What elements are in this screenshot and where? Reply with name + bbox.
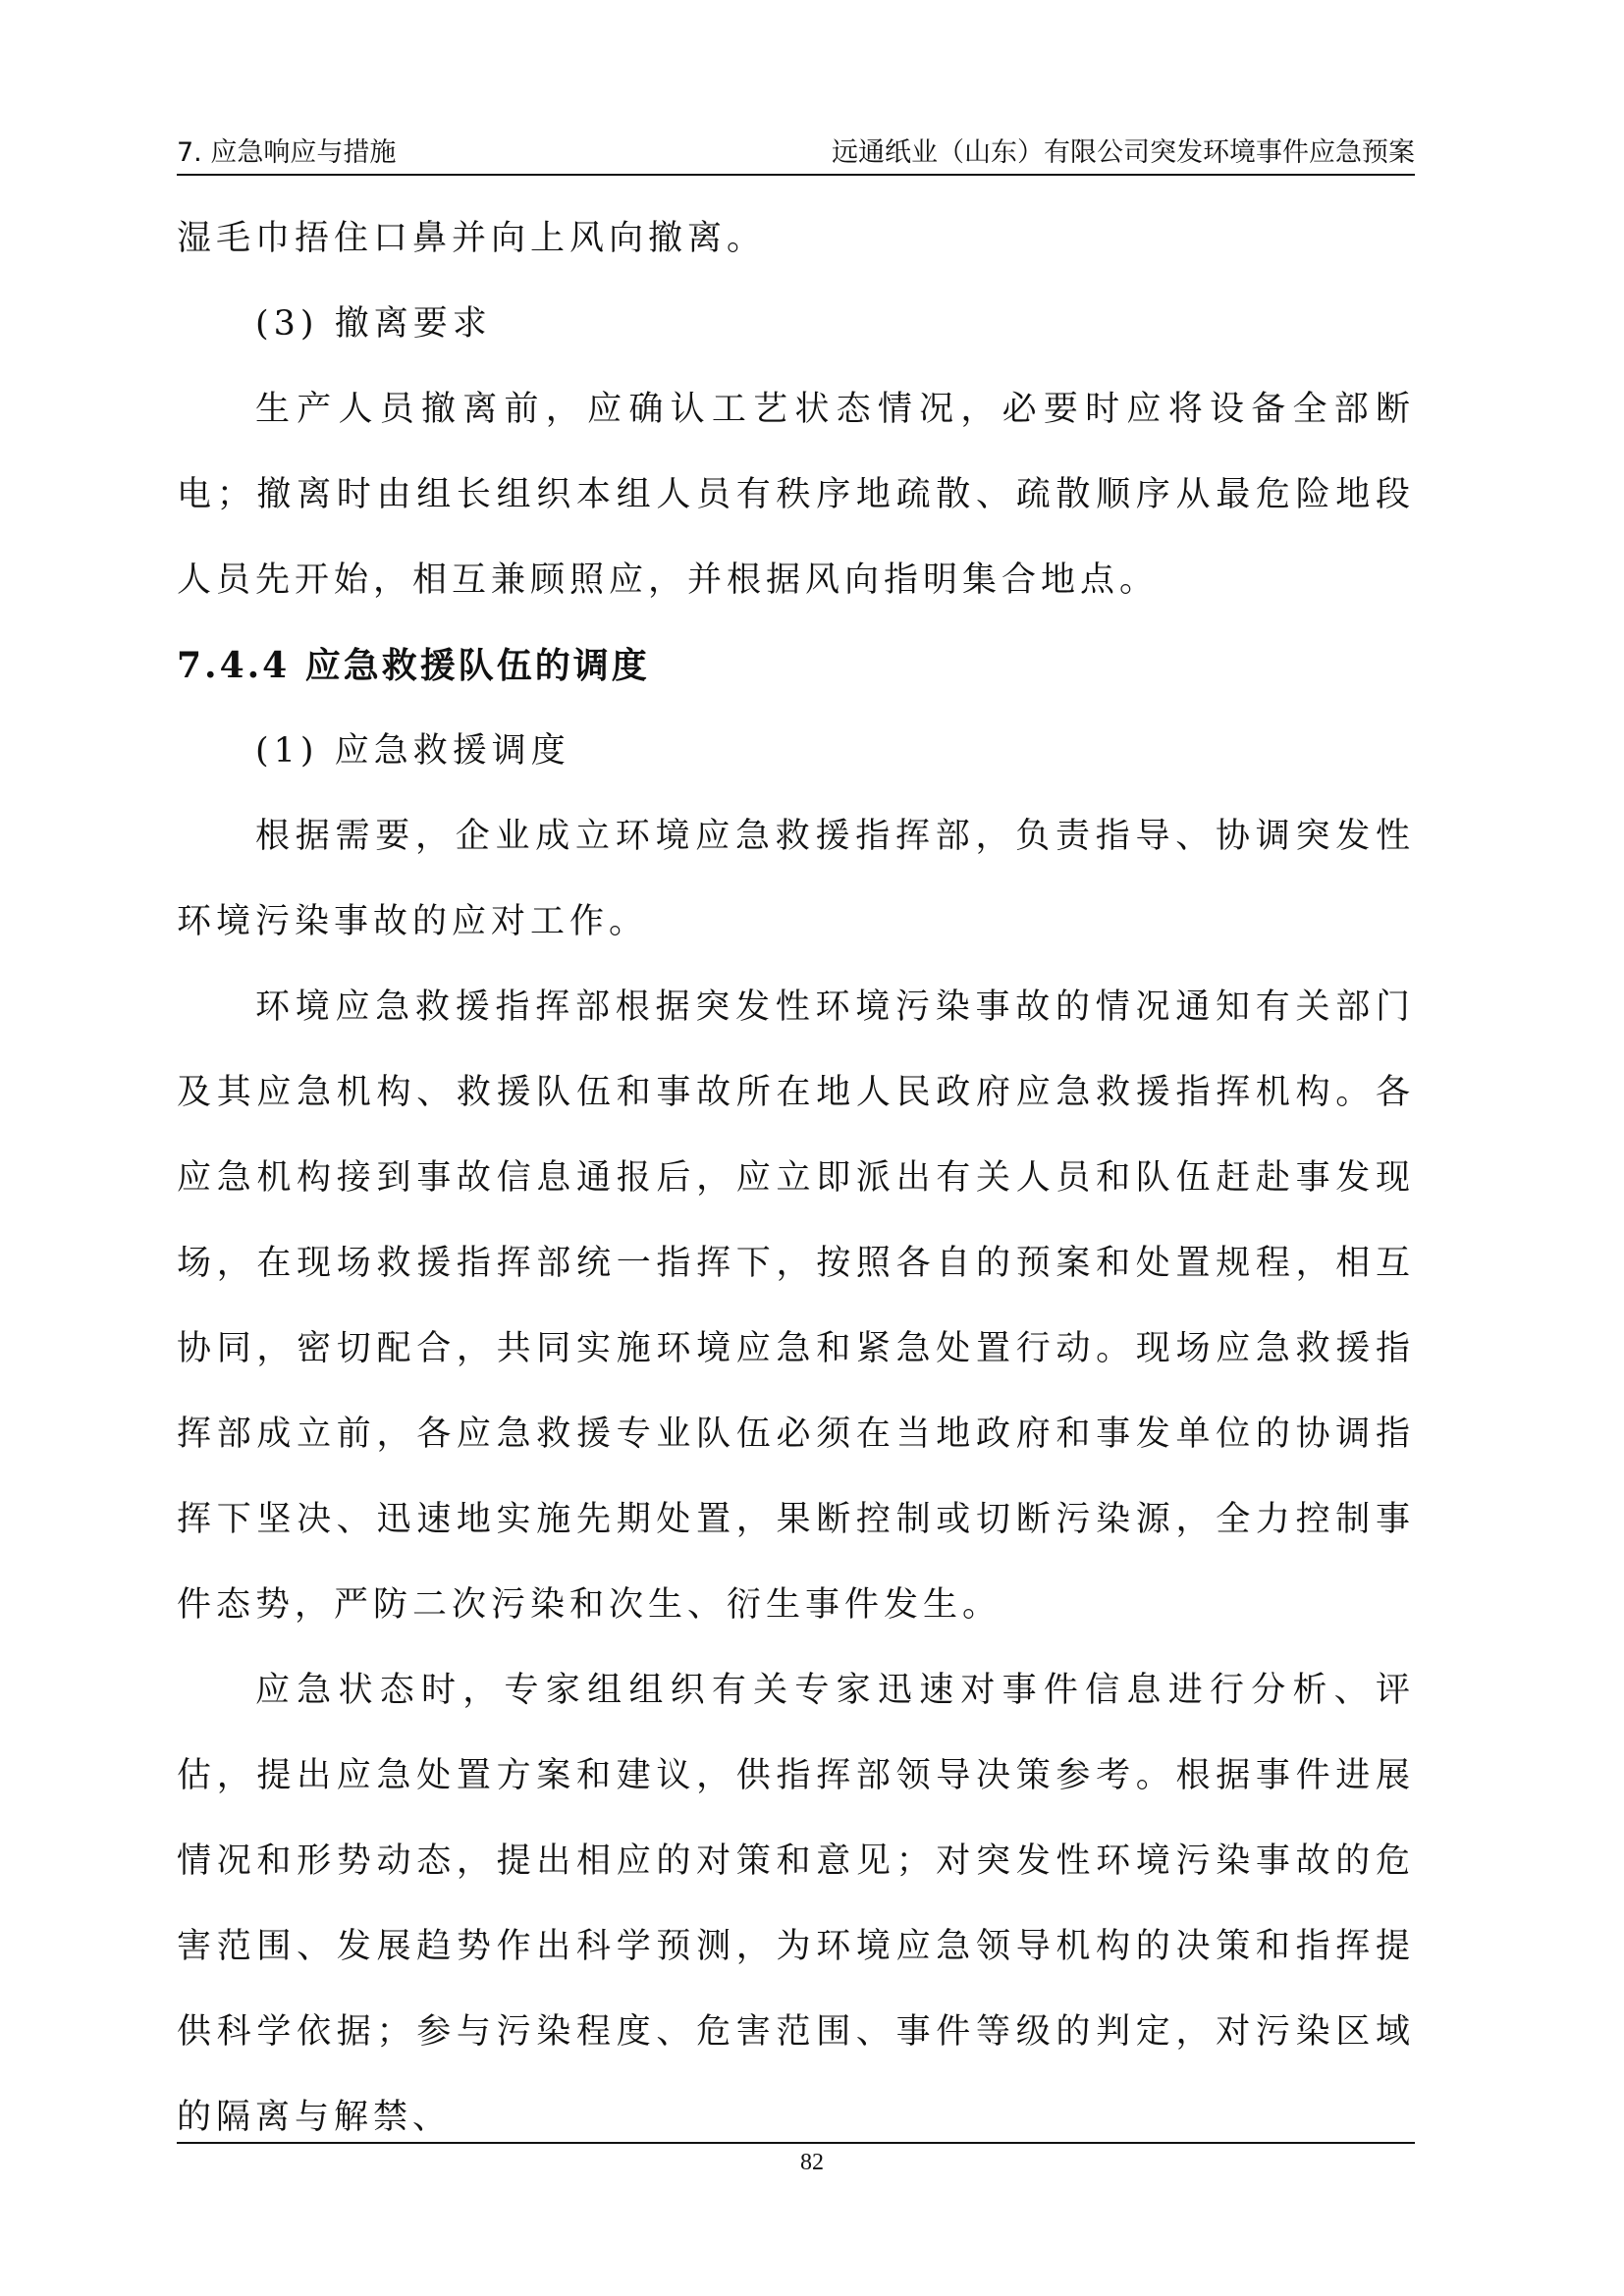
list-item-evacuation-requirements: (3) 撤离要求 [255, 304, 492, 344]
document-body [177, 196, 1415, 2161]
paragraph-evacuation: 生产人员撤离前，应确认工艺状态情况，必要时应将设备全部断电；撤离时由组长组织本组人员有秩序地疏散、疏散顺序从最危险地段人员先开始，相互兼顾照应，并根据风向指明集合地点。 [177, 390, 1415, 600]
footer-rule [177, 2142, 1415, 2144]
header-rule [177, 174, 1415, 176]
paragraph-command-center: 根据需要，企业成立环境应急救援指挥部，负责指导、协调突发性环境污染事故的应对工作。 [177, 817, 1415, 941]
running-header-section: 7. 应急响应与措施 [177, 137, 397, 168]
paragraph-notification: 环境应急救援指挥部根据突发性环境污染事故的情况通知有关部门及其应急机构、救援队伍和事故所在地人民政府应急救援指挥机构。各应急机构接到事故信息通报后，应立即派出有关人员和队伍赶赴事发现场，在现场救援指挥部统一指挥下，按照各自的预案和处置规程，相互协同，密切配合，共同实施环境应急和紧急处置行动。现场应急救援指挥部成立前，各应急救援专业队伍必须在当地政府和事发单位的协调指挥下坚决、迅速地实施先期处置，果断控制或切断污染源，全力控制事件态势，严防二次污染和次生、衍生事件发生。 [177, 988, 1415, 1625]
paragraph-continuation: 湿毛巾捂住口鼻并向上风向撤离。 [177, 219, 767, 258]
list-item-rescue-dispatch: (1) 应急救援调度 [255, 731, 570, 771]
paragraph-expert-group: 应急状态时，专家组组织有关专家迅速对事件信息进行分析、评估，提出应急处置方案和建议，供指挥部领导决策参考。根据事件进展情况和形势动态，提出相应的对策和意见；对突发性环境污染事故的危害范围、发展趋势作出科学预测，为环境应急领导机构的决策和指挥提供科学依据；参与污染程度、危害范围、事件等级的判定，对污染区域的隔离与解禁、 [177, 1671, 1415, 2137]
page-number: 82 [800, 2150, 824, 2175]
section-heading-7-4-4: 7.4.4 应急救援队伍的调度 [177, 645, 650, 686]
running-header-title: 远通纸业（山东）有限公司突发环境事件应急预案 [832, 137, 1415, 168]
